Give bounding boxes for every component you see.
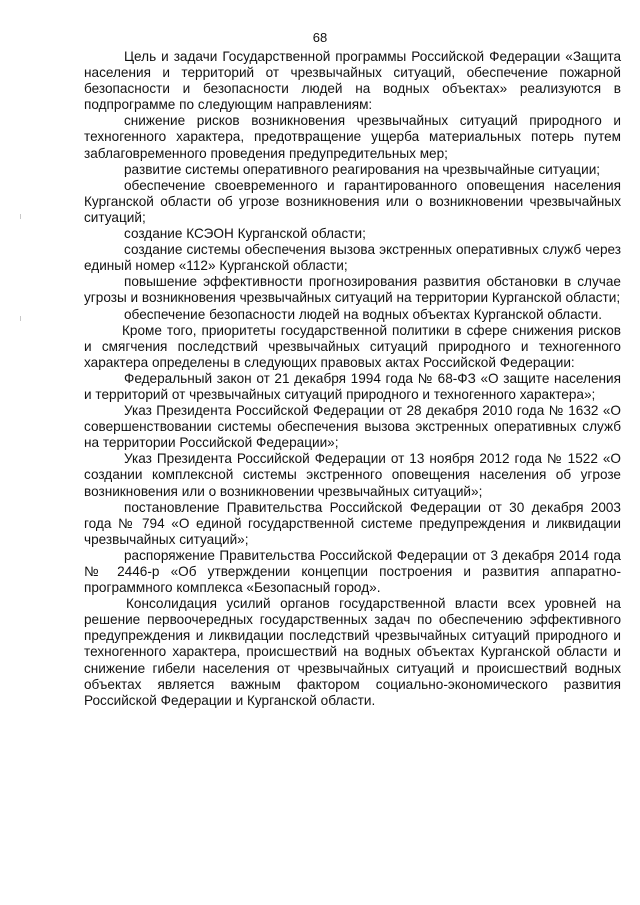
margin-scan-mark — [20, 316, 21, 321]
paragraph-act-4: постановление Правительства Российской Федерации от 30 декабря 2003 года № 794 «О единой государственной системе предупреждения и ликвидации чрезвычайных ситуаций»; — [84, 499, 621, 547]
paragraph-direction-7: обеспечение безопасности людей на водных объектах Курганской области. — [124, 306, 603, 322]
body-text — [84, 49, 621, 709]
paragraph-direction-5: создание системы обеспечения вызова экстренных оперативных служб через единый номер «112» Курганской области; — [84, 242, 621, 274]
paragraph-intro: Цель и задачи Государственной программы Российской Федерации «Защита населения и территорий от чрезвычайных ситуаций, обеспечение пожарной безопасности и безопасности людей на водных объектах» реализуются в подпрограмме по следующим направлениям: — [84, 49, 621, 113]
paragraph-direction-4: создание КСЭОН Курганской области; — [124, 226, 366, 242]
paragraph-direction-2: развитие системы оперативного реагирования на чрезвычайные ситуации; — [124, 161, 601, 177]
paragraph-direction-1: снижение рисков возникновения чрезвычайных ситуаций природного и техногенного характера, предотвращение ущерба материальных потерь путем заблаговременного проведения предупредительных мер; — [84, 113, 621, 161]
paragraph-consolidation: Консолидация усилий органов государственной власти всех уровней на решение первоочередных государственных задач по обеспечению эффективного предупреждения и ликвидации последствий чрезвычайных ситуаций природного и техногенного характера, происшествий на водных объектах Курганской области и снижение гибели населения от чрезвычайных ситуаций и происшествий водных объектах является важным фактором социально-экономического развития Российской Федерации и Курганской области. — [84, 596, 621, 708]
margin-scan-mark — [20, 214, 21, 219]
paragraph-direction-3: обеспечение своевременного и гарантированного оповещения населения Курганской области об угрозе возникновения или о возникновении чрезвычайных ситуаций; — [84, 177, 621, 225]
paragraph-act-2: Указ Президента Российской Федерации от 28 декабря 2010 года № 1632 «О совершенствовании системы обеспечения вызова экстренных оперативных служб на территории Российской Федерации»; — [84, 403, 621, 451]
paragraph-act-1: Федеральный закон от 21 декабря 1994 года № 68-ФЗ «О защите населения и территорий от чрезвычайных ситуаций природного и техногенного характера»; — [84, 370, 621, 402]
page-number: 68 — [312, 30, 328, 45]
paragraph-act-3: Указ Президента Российской Федерации от 13 ноября 2012 года № 1522 «О создании комплексной системы экстренного оповещения населения об угрозе возникновения или о возникновении чрезвычайных ситуаций»; — [84, 451, 621, 499]
paragraph-act-5: распоряжение Правительства Российской Федерации от 3 декабря 2014 года № 2446-р «Об утверждении концепции построения и развития аппаратно-программного комплекса «Безопасный город». — [84, 547, 621, 596]
paragraph-priorities: Кроме того, приоритеты государственной политики в сфере снижения рисков и смягчения последствий чрезвычайных ситуаций природного и техногенного характера определены в следующих правовых актах Российской Федерации: — [84, 322, 621, 370]
paragraph-direction-6: повышение эффективности прогнозирования развития обстановки в случае угрозы и возникновения чрезвычайных ситуаций на территории Курганской области; — [84, 274, 621, 306]
